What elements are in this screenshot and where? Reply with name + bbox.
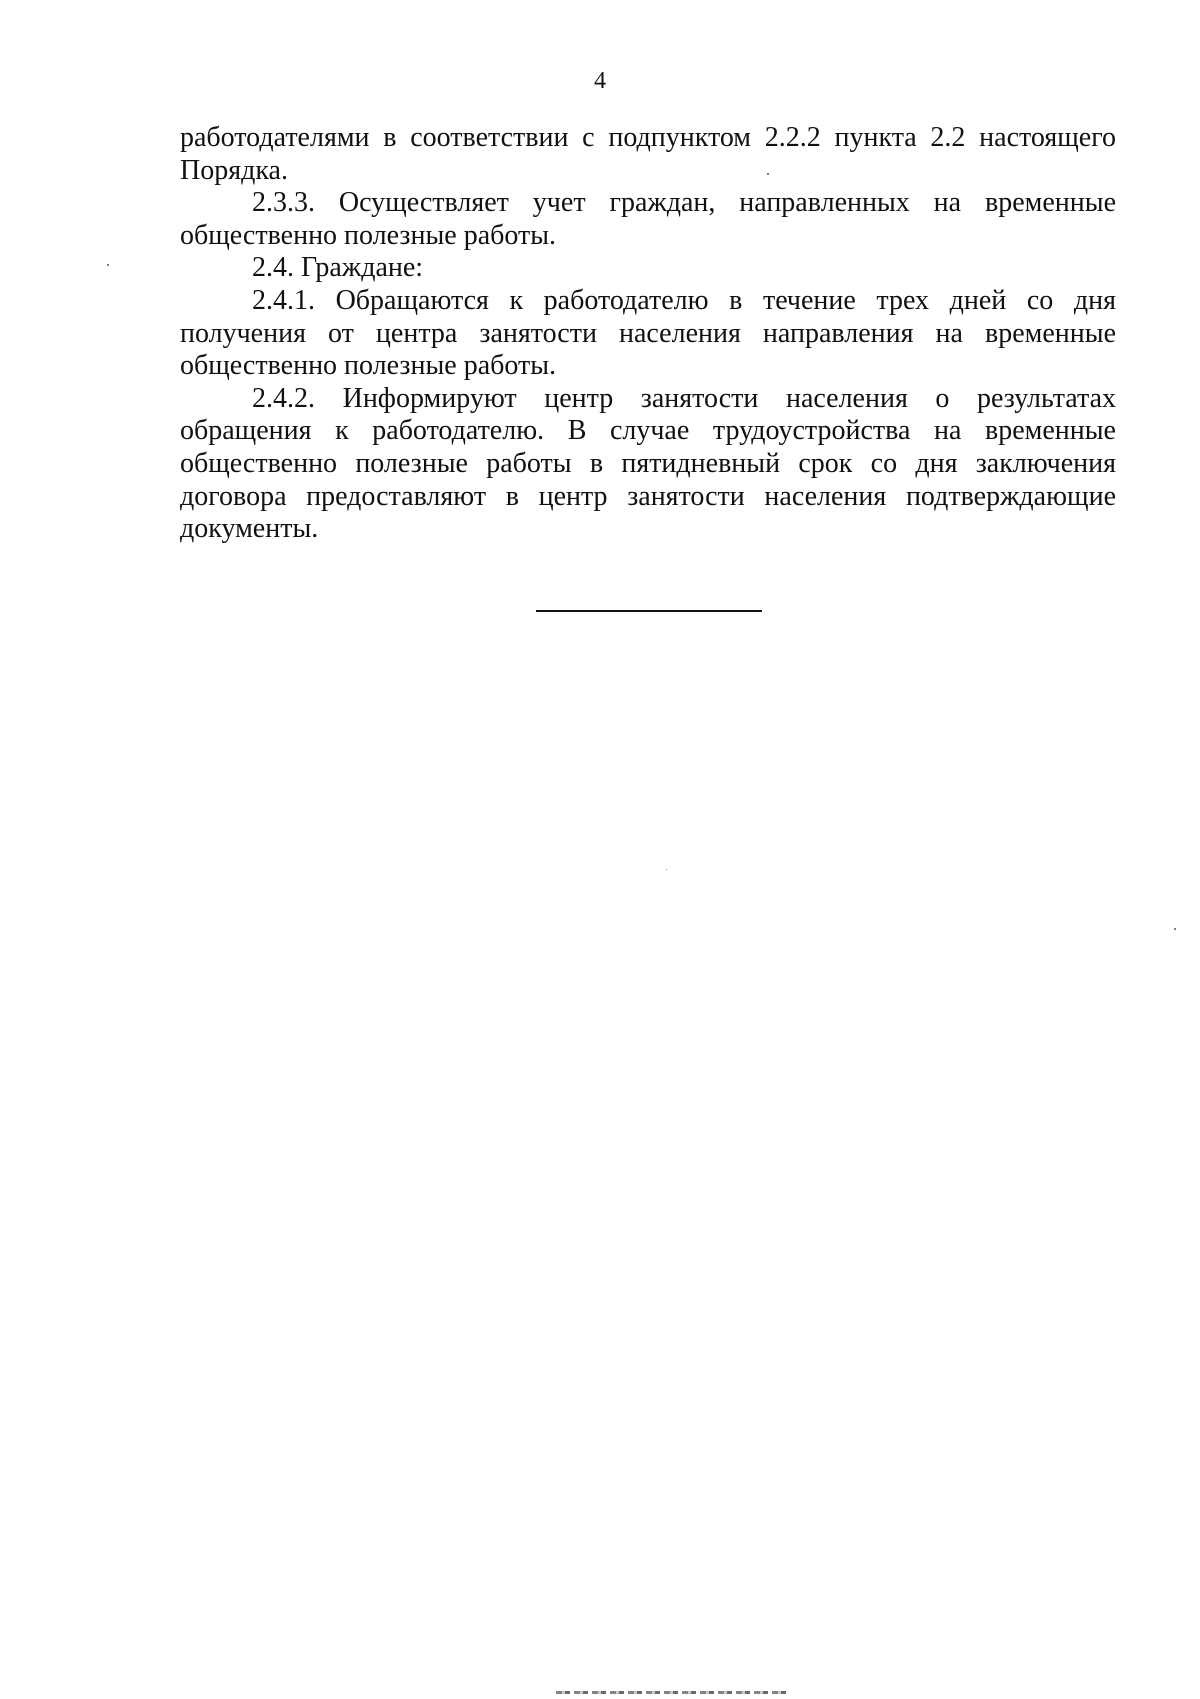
scan-speck <box>666 869 667 870</box>
paragraph-2-4-2: 2.4.2. Информируют центр занятости населения о результатах обращения к работодателю. В случае трудоустройства на временные общественно полезные работы в пятидневный срок со дня заключения договора предоставляют в центр занятости населения подтверждающие документы. <box>180 382 1116 545</box>
scan-speck <box>107 264 109 266</box>
page-number: 4 <box>594 68 606 94</box>
paragraph-2-4-1: 2.4.1. Обращаются к работодателю в течение трех дней со дня получения от центра занятости населения направления на временные общественно полезные работы. <box>180 284 1116 382</box>
document-body <box>180 122 1116 546</box>
paragraph-continuation: работодателями в соответствии с подпунктом 2.2.2 пункта 2.2 настоящего Порядка. <box>180 122 1116 186</box>
paragraph-2-4: 2.4. Граждане: <box>252 252 424 284</box>
scan-speck <box>1174 928 1176 930</box>
end-of-document-rule <box>536 610 762 612</box>
scan-artifact <box>556 1691 786 1694</box>
paragraph-2-3-3: 2.3.3. Осуществляет учет граждан, направленных на временные общественно полезные работы. <box>180 187 1116 251</box>
scan-speck <box>767 173 769 175</box>
